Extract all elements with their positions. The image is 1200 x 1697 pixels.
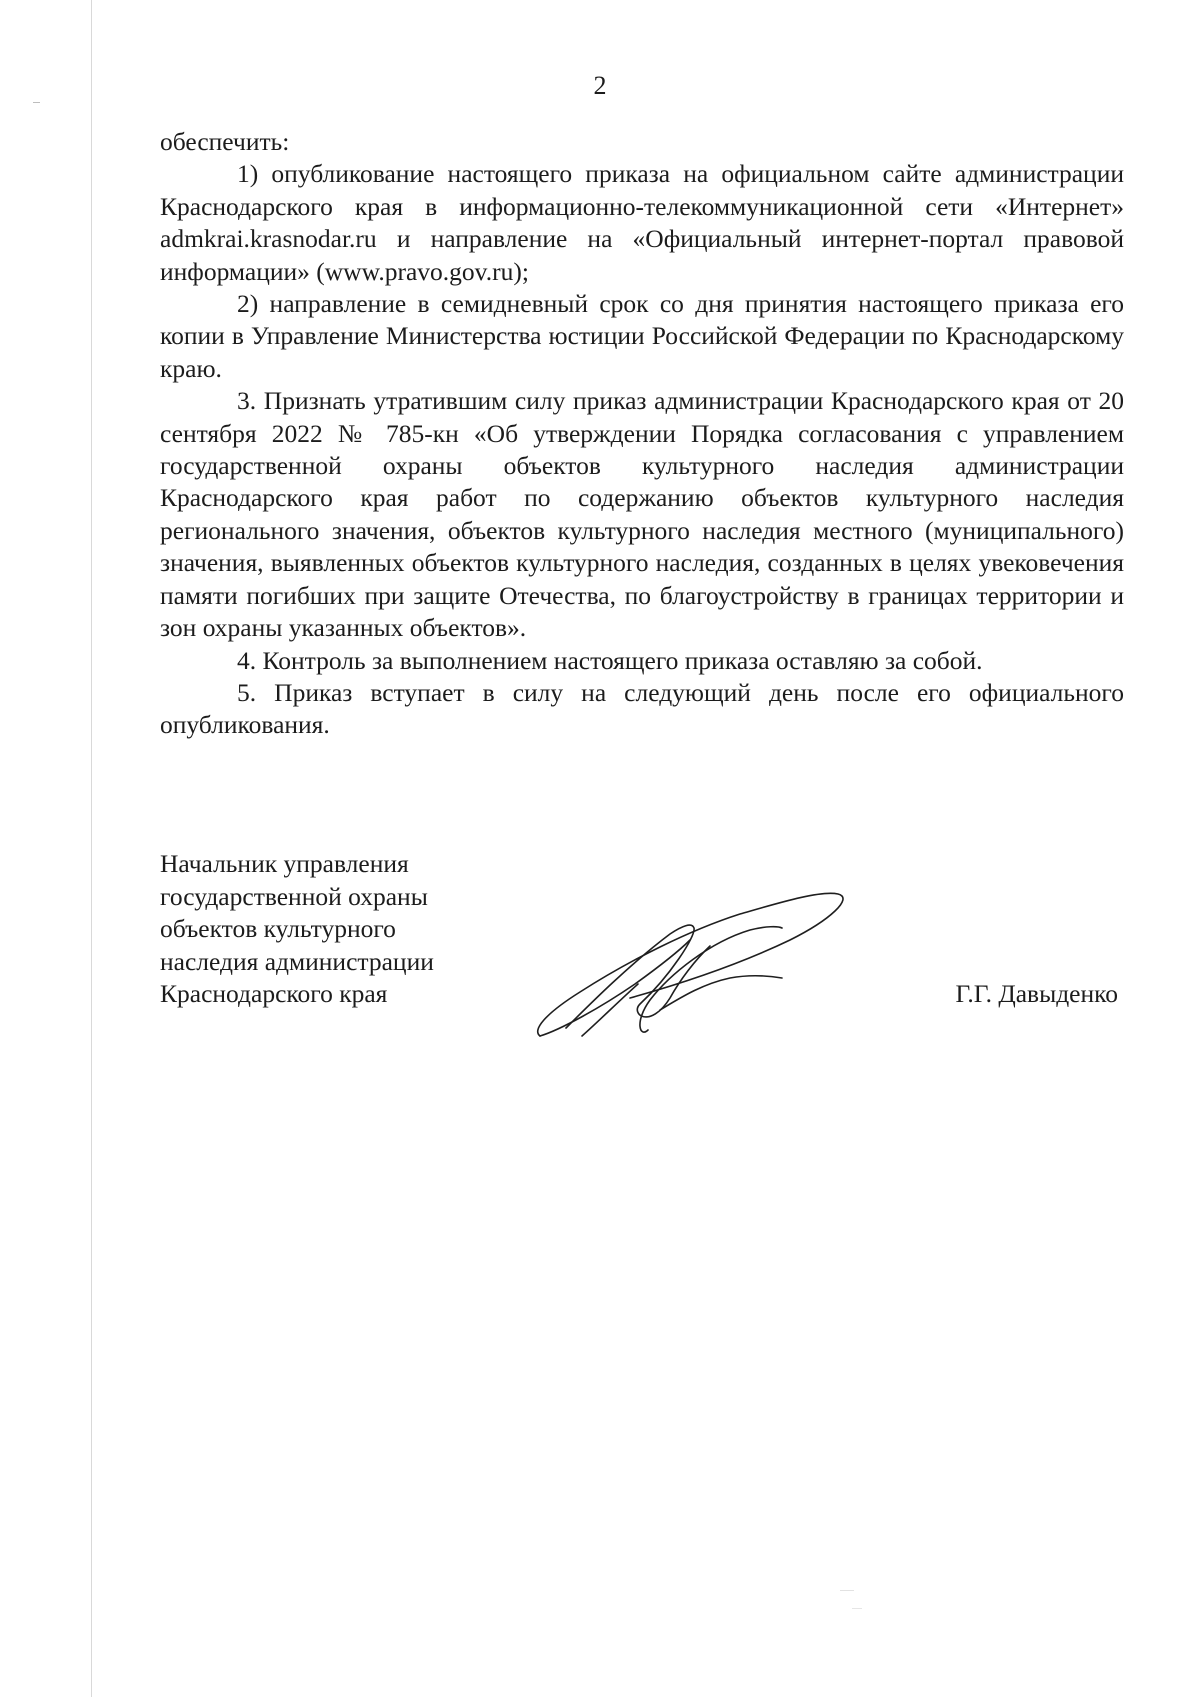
point-3-paragraph: 3. Признать утратившим силу приказ администрации Краснодарского края от 20 сентября 2022 № 785-кн «Об утверждении Порядка согласования с управлением государственной охраны объектов культурного наследия администрации Краснодарского края работ по содержанию объектов культурного наследия регионального значения, объектов культурного наследия местного (муниципального) значения, выявленных объектов культурного наследия, созданных в целях увековечения памяти погибших при защите Отечества, по благоустройству в границах территории и зон охраны указанных объектов». bbox=[160, 386, 1124, 643]
handwritten-signature bbox=[520, 880, 860, 1050]
scan-speck bbox=[840, 1590, 854, 1591]
document-body bbox=[160, 126, 1124, 742]
signer-position-line: Начальник управления bbox=[160, 849, 409, 878]
item-1-paragraph: 1) опубликование настоящего приказа на официальном сайте администрации Краснодарского края в информационно-телекоммуникационной сети «Интернет» admkrai.krasnodar.ru и направление на «Официальный интернет-портал правовой информации» (www.pravo.gov.ru); bbox=[160, 159, 1124, 286]
signer-position-line: объектов культурного bbox=[160, 914, 396, 944]
signer-position-line: Краснодарского края bbox=[160, 979, 388, 1009]
item-2-paragraph: 2) направление в семидневный срок со дня принятия настоящего приказа его копии в Управление Министерства юстиции Российской Федерации по Краснодарскому краю. bbox=[160, 289, 1124, 383]
scan-speck bbox=[852, 1608, 862, 1609]
signer-position bbox=[160, 848, 434, 1011]
scan-speck bbox=[33, 102, 40, 103]
signer-position-line: государственной охраны bbox=[160, 881, 428, 911]
signer-name: Г.Г. Давыденко bbox=[955, 979, 1118, 1008]
scan-edge-line bbox=[91, 0, 92, 1697]
intro-paragraph: обеспечить: bbox=[160, 127, 290, 156]
point-5-paragraph: 5. Приказ вступает в силу на следующий день после его официального опубликования. bbox=[160, 677, 1124, 740]
signer-position-line: наследия администрации bbox=[160, 946, 434, 976]
point-4-paragraph: 4. Контроль за выполнением настоящего приказа оставляю за собой. bbox=[237, 645, 983, 675]
page-number: 2 bbox=[593, 71, 607, 100]
